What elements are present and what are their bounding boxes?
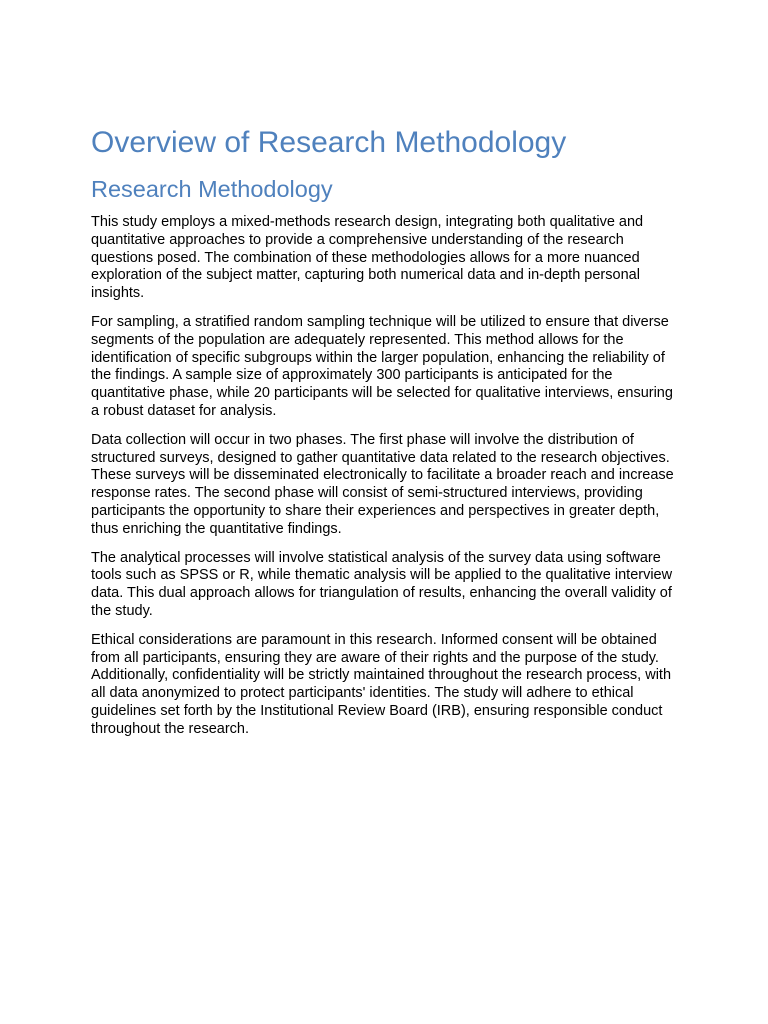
paragraph-ethics: Ethical considerations are paramount in this research. Informed consent will be obtained from all participants, ensuring they are aware of their rights and the purpose of the study. Additionally, confidentiality will be strictly maintained throughout the research process, with all data anonymized to protect participants' identities. The study will adhere to ethical guidelines set forth by the Institutional Review Board (IRB), ensuring responsible conduct throughout the research. [91, 631, 672, 737]
paragraph-data-collection: Data collection will occur in two phases. The first phase will involve the distribution of structured surveys, designed to gather quantitative data related to the research objectives. These surveys will be disseminated electronically to facilitate a broader reach and increase response rates. The second phase will consist of semi-structured interviews, providing participants the opportunity to share their experiences and perspectives in greater depth, thus enriching the quantitative findings. [91, 431, 674, 537]
paragraph-research-design: This study employs a mixed-methods research design, integrating both qualitative and quantitative approaches to provide a comprehensive understanding of the research questions posed. The combination of these methodologies allows for a more nuanced exploration of the subject matter, capturing both numerical data and in-depth personal insights. [91, 214, 644, 302]
section-heading: Research Methodology [91, 176, 333, 202]
paragraph-sampling: For sampling, a stratified random sampling technique will be utilized to ensure that diverse segments of the population are adequately represented. This method allows for the identification of specific subgroups within the larger population, enhancing the reliability of the findings. A sample size of approximately 300 participants is anticipated for the quantitative phase, while 20 participants will be selected for qualitative interviews, ensuring a robust dataset for analysis. [91, 313, 673, 419]
paragraph-analysis: The analytical processes will involve statistical analysis of the survey data using software tools such as SPSS or R, while thematic analysis will be applied to the qualitative interview data. This dual approach allows for triangulation of results, enhancing the overall validity of the study. [91, 549, 673, 619]
document-title: Overview of Research Methodology [91, 126, 567, 159]
